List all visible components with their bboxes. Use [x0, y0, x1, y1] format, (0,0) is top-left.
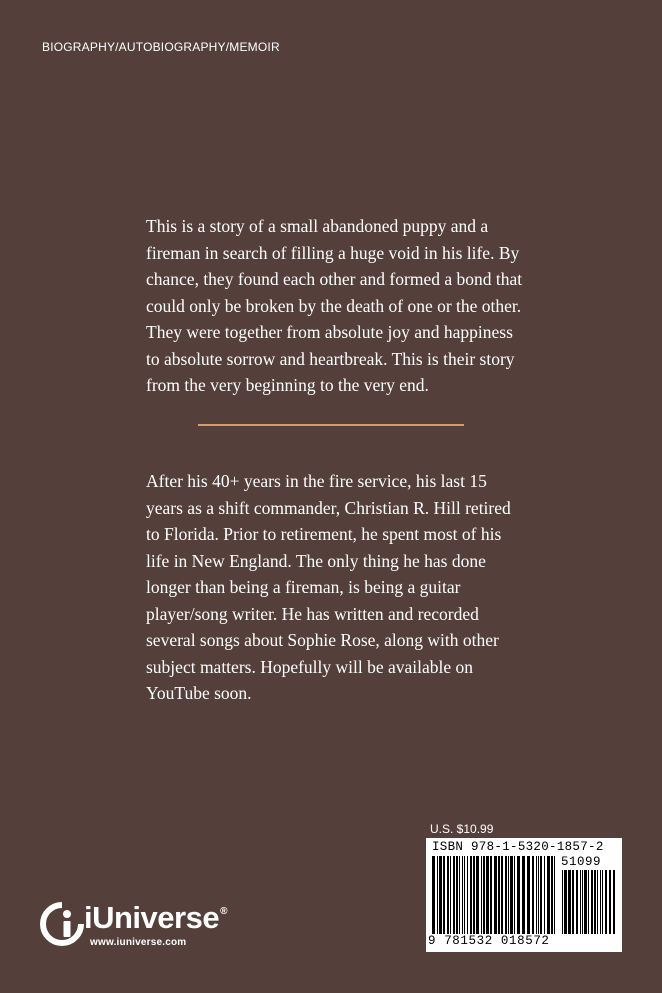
barcode-bar: [564, 870, 567, 934]
publisher-name: iUniverse®: [84, 900, 227, 935]
barcode-bar: [470, 856, 472, 934]
barcode-bar: [582, 870, 583, 934]
barcode-bar: [467, 856, 468, 934]
barcode-bar: [501, 856, 503, 934]
barcode-bar: [464, 856, 465, 934]
ean-barcode-bars: [432, 856, 556, 934]
barcode-bar: [613, 870, 615, 934]
barcode-bar: [544, 856, 545, 934]
barcode-bar: [594, 870, 596, 934]
barcode-bar: [462, 856, 463, 934]
barcode-bar: [572, 870, 574, 934]
barcode-bar: [580, 870, 581, 934]
barcode-bar: [490, 856, 492, 934]
barcode-bar: [453, 856, 455, 934]
barcode-bar: [568, 870, 571, 934]
barcode-bar: [498, 856, 500, 934]
barcode-bar: [605, 870, 607, 934]
barcode-bar: [576, 870, 578, 934]
addon-barcode-bars: [562, 870, 616, 934]
barcode-bar: [481, 856, 482, 934]
barcode-bar: [540, 856, 542, 934]
barcode-bar: [600, 870, 601, 934]
barcode-bar: [591, 870, 593, 934]
barcode-bar: [432, 856, 435, 934]
barcode-bar: [456, 856, 458, 934]
barcode-bar: [459, 856, 460, 934]
barcode-bar: [494, 856, 497, 934]
barcode-bar: [551, 856, 553, 934]
barcode-bar: [584, 870, 587, 934]
genre-label: BIOGRAPHY/AUTOBIOGRAPHY/MEMOIR: [42, 40, 280, 54]
publisher-logo: [40, 900, 270, 950]
barcode-bar: [510, 856, 513, 934]
barcode-bar: [439, 856, 442, 934]
barcode-bar: [476, 856, 479, 934]
barcode-bar: [517, 856, 520, 934]
barcode-bar: [609, 870, 611, 934]
price-label: U.S. $10.99: [430, 822, 494, 836]
barcode-bar: [597, 870, 598, 934]
ean-digits: 9 781532 018572: [428, 934, 550, 948]
barcode-bar: [437, 856, 438, 934]
barcode-bar: [562, 870, 563, 934]
price-addon-code: 51099: [561, 855, 602, 869]
publisher-url: www.iuniverse.com: [90, 937, 187, 948]
barcode-bar: [505, 856, 507, 934]
barcode-bar: [602, 870, 603, 934]
story-blurb: This is a story of a small abandoned puppy and a fireman in search of filling a huge void in his life. By chance, they found each other and formed a bond that could only be broken by the death of one or the other. They were together from absolute joy and happiness to absolute sorrow and heartbreak. This is their story from the very beginning to the very end.: [146, 216, 523, 395]
iuniverse-swoosh-icon: [40, 902, 84, 946]
barcode-bar: [538, 856, 539, 934]
barcode-bar: [532, 856, 534, 934]
isbn-barcode: [426, 838, 622, 952]
barcode-bar: [450, 856, 451, 934]
barcode-bar: [473, 856, 475, 934]
author-bio: After his 40+ years in the fire service, his last 15 years as a shift commander, Christian R. Hill retired to Florida. Prior to retirement, he spent most of his life in New England. The only thing he has done longer than being a fireman, is being a guitar player/song writer. He has written and recorded several songs about Sophie Rose, along with other subject matters. Hopefully will be available on YouTube soon.: [146, 471, 511, 703]
barcode-bar: [527, 856, 530, 934]
divider-line: [198, 424, 464, 426]
barcode-bar: [588, 870, 589, 934]
barcode-bar: [508, 856, 509, 934]
isbn-text: ISBN 978-1-5320-1857-2: [432, 840, 604, 854]
barcode-bar: [447, 856, 449, 934]
barcode-bar: [554, 856, 555, 934]
barcode-bar: [483, 856, 485, 934]
barcode-bar: [514, 856, 515, 934]
barcode-bar: [486, 856, 489, 934]
barcode-bar: [522, 856, 525, 934]
barcode-bar: [547, 856, 550, 934]
barcode-bar: [536, 856, 537, 934]
barcode-bar: [443, 856, 445, 934]
